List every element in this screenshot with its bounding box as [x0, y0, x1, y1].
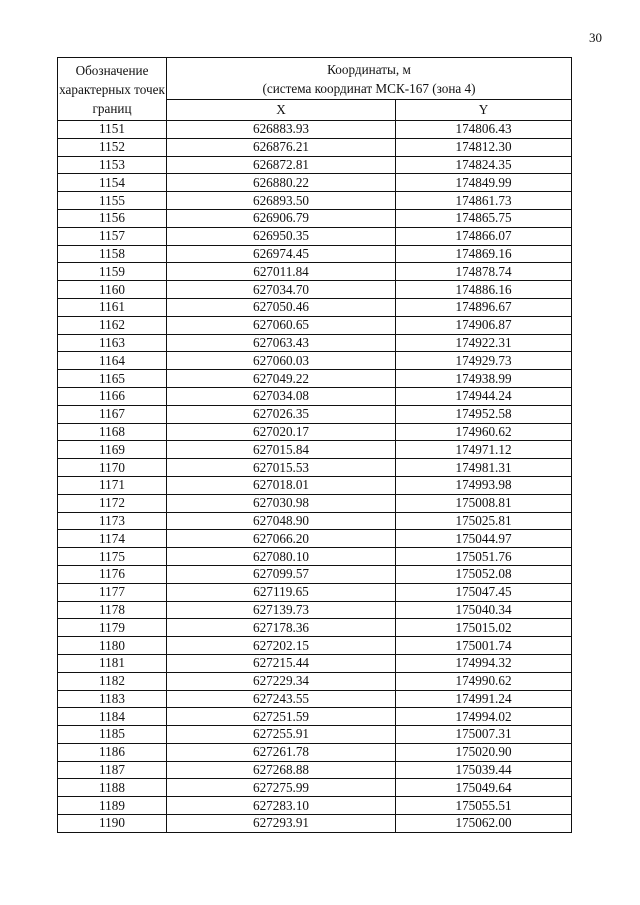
- x-coordinate-cell: 627080.10: [167, 548, 396, 566]
- y-coordinate-cell: 175025.81: [396, 512, 572, 530]
- point-number-cell: 1157: [58, 227, 167, 245]
- y-coordinate-cell: 174922.31: [396, 334, 572, 352]
- table-row: [58, 619, 572, 637]
- x-coordinate-cell: 626893.50: [167, 192, 396, 210]
- point-number-cell: 1162: [58, 316, 167, 334]
- coordinates-table: [57, 57, 572, 833]
- table-row: [58, 459, 572, 477]
- x-coordinate-cell: 626906.79: [167, 209, 396, 227]
- point-number-cell: 1177: [58, 583, 167, 601]
- x-coordinate-cell: 627251.59: [167, 708, 396, 726]
- table-row: [58, 672, 572, 690]
- header-x: X: [167, 100, 396, 121]
- y-coordinate-cell: 174981.31: [396, 459, 572, 477]
- x-coordinate-cell: 627060.65: [167, 316, 396, 334]
- y-coordinate-cell: 175007.31: [396, 726, 572, 744]
- table-row: [58, 370, 572, 388]
- x-coordinate-cell: 627050.46: [167, 298, 396, 316]
- x-coordinate-cell: 626876.21: [167, 138, 396, 156]
- table-row: [58, 779, 572, 797]
- point-number-cell: 1187: [58, 761, 167, 779]
- y-coordinate-cell: 174865.75: [396, 209, 572, 227]
- x-coordinate-cell: 627060.03: [167, 352, 396, 370]
- y-coordinate-cell: 174994.02: [396, 708, 572, 726]
- x-coordinate-cell: 626880.22: [167, 174, 396, 192]
- point-number-cell: 1176: [58, 565, 167, 583]
- table-row: [58, 476, 572, 494]
- point-number-cell: 1158: [58, 245, 167, 263]
- point-number-cell: 1190: [58, 815, 167, 833]
- point-number-cell: 1171: [58, 476, 167, 494]
- point-number-cell: 1163: [58, 334, 167, 352]
- point-number-cell: 1160: [58, 281, 167, 299]
- point-number-cell: 1179: [58, 619, 167, 637]
- x-coordinate-cell: 627215.44: [167, 654, 396, 672]
- x-coordinate-cell: 627015.53: [167, 459, 396, 477]
- table-row: [58, 156, 572, 174]
- y-coordinate-cell: 175039.44: [396, 761, 572, 779]
- y-coordinate-cell: 174994.32: [396, 654, 572, 672]
- y-coordinate-cell: 175062.00: [396, 815, 572, 833]
- header-coordinates-title: Координаты, м: [327, 61, 411, 77]
- y-coordinate-cell: 175049.64: [396, 779, 572, 797]
- x-coordinate-cell: 627202.15: [167, 637, 396, 655]
- table-row: [58, 530, 572, 548]
- point-number-cell: 1186: [58, 743, 167, 761]
- header-point-designation: Обозначение характерных точек границ: [58, 58, 167, 121]
- y-coordinate-cell: 175044.97: [396, 530, 572, 548]
- y-coordinate-cell: 175040.34: [396, 601, 572, 619]
- page-number: 30: [589, 30, 602, 45]
- header-coordinates: [167, 58, 572, 100]
- y-coordinate-cell: 175008.81: [396, 494, 572, 512]
- y-coordinate-cell: 174812.30: [396, 138, 572, 156]
- point-number-cell: 1152: [58, 138, 167, 156]
- table-row: [58, 441, 572, 459]
- table-row: [58, 138, 572, 156]
- point-number-cell: 1155: [58, 192, 167, 210]
- point-number-cell: 1181: [58, 654, 167, 672]
- y-coordinate-cell: 175020.90: [396, 743, 572, 761]
- point-number-cell: 1174: [58, 530, 167, 548]
- point-number-cell: 1165: [58, 370, 167, 388]
- table-row: [58, 174, 572, 192]
- table-row: [58, 565, 572, 583]
- y-coordinate-cell: 175055.51: [396, 797, 572, 815]
- x-coordinate-cell: 627275.99: [167, 779, 396, 797]
- x-coordinate-cell: 627026.35: [167, 405, 396, 423]
- table-row: [58, 387, 572, 405]
- y-coordinate-cell: 174990.62: [396, 672, 572, 690]
- point-number-cell: 1178: [58, 601, 167, 619]
- x-coordinate-cell: 626872.81: [167, 156, 396, 174]
- x-coordinate-cell: 627178.36: [167, 619, 396, 637]
- table-row: [58, 601, 572, 619]
- table-row: [58, 405, 572, 423]
- table-row: [58, 423, 572, 441]
- x-coordinate-cell: 627034.70: [167, 281, 396, 299]
- table-row: [58, 263, 572, 281]
- x-coordinate-cell: 627015.84: [167, 441, 396, 459]
- x-coordinate-cell: 627261.78: [167, 743, 396, 761]
- x-coordinate-cell: 627099.57: [167, 565, 396, 583]
- y-coordinate-cell: 175047.45: [396, 583, 572, 601]
- point-number-cell: 1180: [58, 637, 167, 655]
- y-coordinate-cell: 174861.73: [396, 192, 572, 210]
- point-number-cell: 1151: [58, 121, 167, 139]
- table-row: [58, 245, 572, 263]
- y-coordinate-cell: 174866.07: [396, 227, 572, 245]
- table-header: [58, 58, 572, 121]
- table-row: [58, 227, 572, 245]
- point-number-cell: 1189: [58, 797, 167, 815]
- point-number-cell: 1185: [58, 726, 167, 744]
- x-coordinate-cell: 627268.88: [167, 761, 396, 779]
- y-coordinate-cell: 174906.87: [396, 316, 572, 334]
- y-coordinate-cell: 174971.12: [396, 441, 572, 459]
- x-coordinate-cell: 627018.01: [167, 476, 396, 494]
- table-row: [58, 281, 572, 299]
- point-number-cell: 1161: [58, 298, 167, 316]
- table-row: [58, 743, 572, 761]
- table-row: [58, 690, 572, 708]
- table-row: [58, 815, 572, 833]
- y-coordinate-cell: 174991.24: [396, 690, 572, 708]
- header-y: Y: [396, 100, 572, 121]
- x-coordinate-cell: 626883.93: [167, 121, 396, 139]
- point-number-cell: 1156: [58, 209, 167, 227]
- table-row: [58, 512, 572, 530]
- point-number-cell: 1170: [58, 459, 167, 477]
- point-number-cell: 1167: [58, 405, 167, 423]
- x-coordinate-cell: 627034.08: [167, 387, 396, 405]
- y-coordinate-cell: 175052.08: [396, 565, 572, 583]
- table-row: [58, 209, 572, 227]
- table-row: [58, 352, 572, 370]
- table-row: [58, 637, 572, 655]
- table-row: [58, 654, 572, 672]
- point-number-cell: 1175: [58, 548, 167, 566]
- point-number-cell: 1159: [58, 263, 167, 281]
- point-number-cell: 1168: [58, 423, 167, 441]
- y-coordinate-cell: 174806.43: [396, 121, 572, 139]
- point-number-cell: 1153: [58, 156, 167, 174]
- y-coordinate-cell: 174869.16: [396, 245, 572, 263]
- y-coordinate-cell: 174929.73: [396, 352, 572, 370]
- y-coordinate-cell: 174993.98: [396, 476, 572, 494]
- table-row: [58, 298, 572, 316]
- table-row: [58, 494, 572, 512]
- point-number-cell: 1154: [58, 174, 167, 192]
- x-coordinate-cell: 626974.45: [167, 245, 396, 263]
- table-row: [58, 797, 572, 815]
- x-coordinate-cell: 627048.90: [167, 512, 396, 530]
- x-coordinate-cell: 627063.43: [167, 334, 396, 352]
- x-coordinate-cell: 627011.84: [167, 263, 396, 281]
- x-coordinate-cell: 627255.91: [167, 726, 396, 744]
- y-coordinate-cell: 174938.99: [396, 370, 572, 388]
- table-row: [58, 548, 572, 566]
- x-coordinate-cell: 626950.35: [167, 227, 396, 245]
- table-body: [58, 121, 572, 833]
- point-number-cell: 1173: [58, 512, 167, 530]
- y-coordinate-cell: 174878.74: [396, 263, 572, 281]
- y-coordinate-cell: 174952.58: [396, 405, 572, 423]
- table-row: [58, 192, 572, 210]
- y-coordinate-cell: 175051.76: [396, 548, 572, 566]
- y-coordinate-cell: 175015.02: [396, 619, 572, 637]
- x-coordinate-cell: 627229.34: [167, 672, 396, 690]
- header-coordinate-system: (система координат МСК-167 (зона 4): [262, 80, 476, 96]
- x-coordinate-cell: 627066.20: [167, 530, 396, 548]
- y-coordinate-cell: 174896.67: [396, 298, 572, 316]
- x-coordinate-cell: 627049.22: [167, 370, 396, 388]
- point-number-cell: 1166: [58, 387, 167, 405]
- y-coordinate-cell: 175001.74: [396, 637, 572, 655]
- x-coordinate-cell: 627243.55: [167, 690, 396, 708]
- point-number-cell: 1169: [58, 441, 167, 459]
- point-number-cell: 1164: [58, 352, 167, 370]
- x-coordinate-cell: 627030.98: [167, 494, 396, 512]
- x-coordinate-cell: 627020.17: [167, 423, 396, 441]
- table-row: [58, 583, 572, 601]
- point-number-cell: 1184: [58, 708, 167, 726]
- y-coordinate-cell: 174849.99: [396, 174, 572, 192]
- table-row: [58, 316, 572, 334]
- table-row: [58, 726, 572, 744]
- table-row: [58, 334, 572, 352]
- x-coordinate-cell: 627139.73: [167, 601, 396, 619]
- point-number-cell: 1172: [58, 494, 167, 512]
- table-row: [58, 708, 572, 726]
- y-coordinate-cell: 174944.24: [396, 387, 572, 405]
- point-number-cell: 1182: [58, 672, 167, 690]
- y-coordinate-cell: 174886.16: [396, 281, 572, 299]
- point-number-cell: 1188: [58, 779, 167, 797]
- table-row: [58, 121, 572, 139]
- table-row: [58, 761, 572, 779]
- x-coordinate-cell: 627283.10: [167, 797, 396, 815]
- x-coordinate-cell: 627293.91: [167, 815, 396, 833]
- y-coordinate-cell: 174824.35: [396, 156, 572, 174]
- x-coordinate-cell: 627119.65: [167, 583, 396, 601]
- point-number-cell: 1183: [58, 690, 167, 708]
- y-coordinate-cell: 174960.62: [396, 423, 572, 441]
